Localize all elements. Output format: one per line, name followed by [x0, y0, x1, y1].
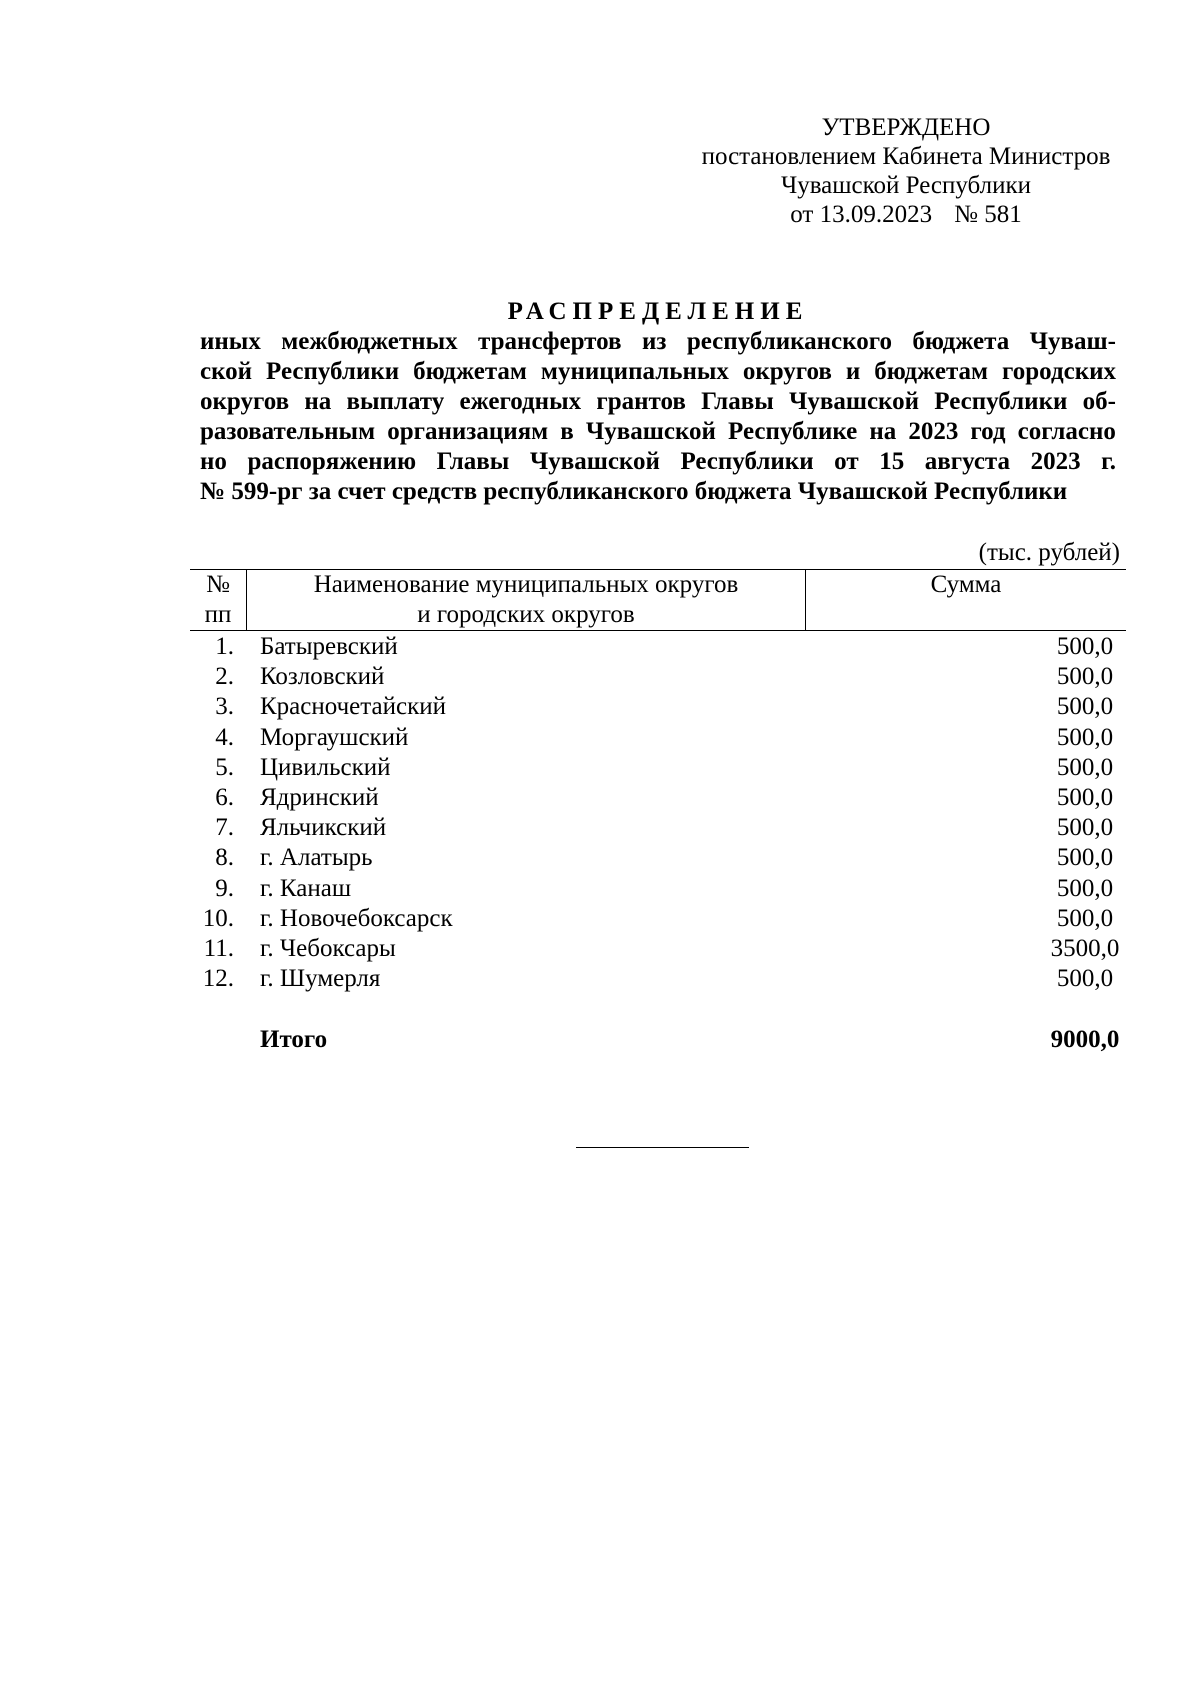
- subtitle-word: от: [834, 448, 859, 475]
- row-name: Батыревский: [260, 633, 398, 660]
- row-number: 5.: [215, 753, 234, 781]
- table-row: [190, 723, 1126, 753]
- header-sum-cell: [806, 570, 1126, 630]
- subtitle-word: округов: [742, 358, 832, 385]
- header-name-line-1: Наименование муниципальных округов: [313, 571, 739, 598]
- subtitle-word: 2023: [1030, 448, 1081, 475]
- row-number: 8.: [215, 844, 234, 872]
- row-number: 2.: [215, 663, 234, 691]
- row-number: 12.: [202, 965, 234, 993]
- header-number-line-1: №: [206, 571, 230, 598]
- subtitle-word: 2023: [908, 418, 959, 445]
- subtitle-word: Главы: [436, 448, 510, 475]
- row-amount: 500,0: [1056, 693, 1114, 721]
- table-row: [190, 632, 1126, 662]
- subtitle-word: выплату: [346, 388, 445, 415]
- table-row: [190, 753, 1126, 783]
- subtitle-line-4: [200, 417, 1116, 447]
- row-number: 9.: [215, 874, 234, 902]
- total-label: Итого: [260, 1026, 328, 1053]
- table-row: [190, 813, 1126, 843]
- row-amount: 500,0: [1056, 783, 1114, 811]
- table-row: [190, 783, 1126, 813]
- row-name: г. Новочебоксарск: [260, 904, 453, 932]
- subtitle-word: Чувашской: [788, 388, 920, 415]
- row-amount: 500,0: [1056, 844, 1114, 872]
- row-number: 4.: [215, 723, 234, 751]
- subtitle-word: Главы: [701, 388, 774, 415]
- subtitle-word: городских: [1002, 358, 1116, 385]
- table-body: [190, 632, 1126, 994]
- table-row: [190, 904, 1126, 934]
- approval-block: [686, 113, 1126, 229]
- row-number: 1.: [215, 633, 234, 660]
- subtitle-word: г.: [1101, 448, 1116, 475]
- header-name-line-2: и городских округов: [417, 601, 635, 628]
- subtitle-word: Республике: [728, 418, 858, 445]
- table-row: [190, 964, 1126, 994]
- row-number: 11.: [203, 934, 234, 962]
- row-amount: 500,0: [1056, 904, 1114, 932]
- row-name: Козловский: [260, 663, 385, 691]
- subtitle-word: Республики: [680, 448, 814, 475]
- subtitle-line-1: [200, 327, 1116, 357]
- row-name: Ядринский: [260, 783, 379, 811]
- row-name: г. Чебоксары: [260, 934, 396, 962]
- subtitle-word: ской: [200, 358, 253, 385]
- subtitle-word: бюджета: [912, 328, 1010, 355]
- units-label: (тыс. рублей): [978, 539, 1120, 566]
- subtitle-word: 15: [879, 448, 905, 475]
- subtitle-word: августа: [924, 448, 1011, 475]
- row-name: Красночетайский: [260, 693, 446, 721]
- row-number: 10.: [202, 904, 234, 932]
- table-header: [190, 569, 1126, 631]
- row-amount: 500,0: [1056, 633, 1114, 660]
- subtitle-word: об-: [1082, 388, 1116, 415]
- subtitle-word: из: [641, 328, 667, 355]
- subtitle-word: бюджетам: [874, 358, 989, 385]
- row-name: г. Алатырь: [260, 844, 373, 872]
- table-row: [190, 662, 1126, 692]
- subtitle-word: и: [845, 358, 861, 385]
- subtitle-word: трансфертов: [478, 328, 622, 355]
- subtitle-word: бюджетам: [413, 358, 527, 385]
- approval-date-line: [686, 200, 1126, 229]
- subtitle-word: организациям: [387, 418, 549, 445]
- header-name-cell: [247, 570, 806, 630]
- subtitle-line-3: [200, 387, 1116, 417]
- row-amount: 500,0: [1056, 874, 1114, 902]
- table-row: [190, 843, 1126, 873]
- subtitle-word: округов: [200, 388, 290, 415]
- subtitle-word: межбюджетных: [281, 328, 458, 355]
- subtitle-word: в: [560, 418, 574, 445]
- document-title: РАСПРЕДЕЛЕНИЕ: [507, 298, 809, 325]
- header-sum-label: Сумма: [930, 571, 1002, 598]
- approval-number: № 581: [954, 201, 1022, 228]
- row-amount: 500,0: [1056, 965, 1114, 993]
- row-amount: 3500,0: [1050, 934, 1120, 962]
- subtitle-word: Республики: [934, 388, 1068, 415]
- end-divider: [576, 1147, 749, 1148]
- subtitle-word: распоряжению: [247, 448, 417, 475]
- row-name: г. Канаш: [260, 874, 352, 902]
- subtitle-word: Чувашской: [529, 448, 660, 475]
- subtitle-word: согласно: [1017, 418, 1116, 445]
- subtitle-word: на: [304, 388, 332, 415]
- approval-line-2: постановлением Кабинета Министров: [701, 143, 1111, 170]
- row-name: Моргаушский: [260, 723, 409, 751]
- subtitle-word: республиканского: [686, 328, 892, 355]
- subtitle-word: разовательным: [200, 418, 376, 445]
- row-name: г. Шумерля: [260, 965, 381, 993]
- subtitle-word: ежегодных: [459, 388, 582, 415]
- table-row: [190, 692, 1126, 722]
- subtitle-word: Чуваш-: [1029, 328, 1116, 355]
- row-amount: 500,0: [1056, 814, 1114, 842]
- subtitle-line-5: [200, 447, 1116, 477]
- row-number: 7.: [215, 814, 234, 842]
- row-amount: 500,0: [1056, 663, 1114, 691]
- subtitle-word: год: [970, 418, 1006, 445]
- total-amount: 9000,0: [1050, 1026, 1120, 1053]
- header-number-line-2: пп: [204, 601, 232, 628]
- row-name: Цивильский: [260, 753, 391, 781]
- subtitle-word: Чувашской: [585, 418, 716, 445]
- subtitle-word: Республики: [266, 358, 400, 385]
- row-amount: 500,0: [1056, 723, 1114, 751]
- row-name: Яльчикский: [260, 814, 387, 842]
- approval-date: от 13.09.2023: [790, 201, 933, 228]
- row-number: 6.: [215, 783, 234, 811]
- header-number-cell: [190, 570, 247, 630]
- table-row: [190, 874, 1126, 904]
- subtitle-line-2: [200, 357, 1116, 387]
- subtitle-word: но: [200, 448, 227, 475]
- row-number: 3.: [215, 693, 234, 721]
- subtitle-word: муниципальных: [540, 358, 729, 385]
- approval-line-3: Чувашской Республики: [780, 172, 1032, 199]
- approval-heading: УТВЕРЖДЕНО: [821, 114, 991, 141]
- row-amount: 500,0: [1056, 753, 1114, 781]
- subtitle-word: грантов: [596, 388, 686, 415]
- subtitle-line-6: № 599-рг за счет средств республиканского бюджета Чувашской Республики: [200, 478, 1068, 505]
- subtitle-word: на: [869, 418, 897, 445]
- subtitle-word: иных: [200, 328, 261, 355]
- table-row: [190, 934, 1126, 964]
- document-subtitle: [200, 327, 1116, 507]
